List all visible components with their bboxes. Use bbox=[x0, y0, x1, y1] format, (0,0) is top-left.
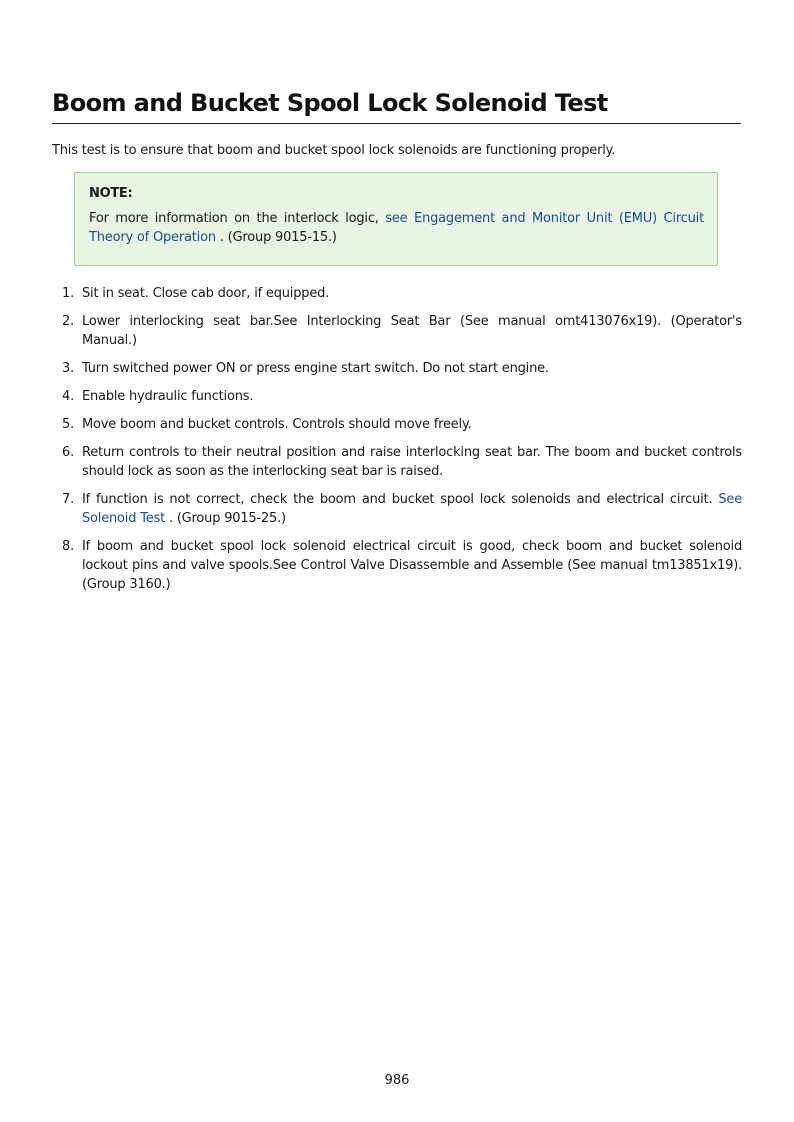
note-box bbox=[74, 172, 718, 266]
step-6 bbox=[52, 443, 742, 481]
note-text-before: For more information on the interlock logic, bbox=[89, 211, 386, 226]
step-2 bbox=[52, 312, 742, 350]
step-text: Lower interlocking seat bar.See Interlocking Seat Bar (See manual omt413076x19). (Operator's Manual.) bbox=[82, 314, 742, 348]
note-heading: NOTE: bbox=[89, 186, 133, 201]
solenoid-test-link[interactable]: See Solenoid Test bbox=[82, 492, 742, 526]
step-number: 6. bbox=[62, 445, 75, 460]
step-text-before: If function is not correct, check the boom and bucket spool lock solenoids and electrical circuit. bbox=[82, 492, 719, 507]
page-title: Boom and Bucket Spool Lock Solenoid Test bbox=[52, 89, 608, 117]
step-1 bbox=[52, 284, 742, 303]
step-number: 4. bbox=[62, 389, 75, 404]
step-text-after: . (Group 9015-25.) bbox=[165, 511, 286, 526]
step-number: 8. bbox=[62, 539, 75, 554]
emu-circuit-theory-link[interactable]: see Engagement and Monitor Unit (EMU) Circuit Theory of Operation bbox=[89, 211, 704, 245]
step-7 bbox=[52, 490, 742, 528]
test-steps-list bbox=[52, 284, 742, 603]
step-text bbox=[82, 492, 742, 526]
step-text: Move boom and bucket controls. Controls should move freely. bbox=[82, 417, 472, 432]
step-5 bbox=[52, 415, 742, 434]
step-number: 3. bbox=[62, 361, 75, 376]
step-number: 1. bbox=[62, 286, 75, 301]
step-text: Sit in seat. Close cab door, if equipped. bbox=[82, 286, 330, 301]
note-text bbox=[89, 209, 704, 247]
step-text: Return controls to their neutral position and raise interlocking seat bar. The boom and bucket controls should lock as soon as the interlocking seat bar is raised. bbox=[82, 445, 742, 479]
title-divider bbox=[52, 123, 741, 124]
step-text: Enable hydraulic functions. bbox=[82, 389, 254, 404]
step-4 bbox=[52, 387, 742, 406]
step-text: Turn switched power ON or press engine start switch. Do not start engine. bbox=[82, 361, 549, 376]
step-number: 5. bbox=[62, 417, 75, 432]
step-8 bbox=[52, 537, 742, 594]
step-number: 7. bbox=[62, 492, 75, 507]
step-number: 2. bbox=[62, 314, 75, 329]
step-3 bbox=[52, 359, 742, 378]
page-number: 986 bbox=[384, 1073, 410, 1088]
intro-paragraph: This test is to ensure that boom and bucket spool lock solenoids are functioning properly. bbox=[52, 143, 616, 158]
step-text: If boom and bucket spool lock solenoid electrical circuit is good, check boom and bucket solenoid lockout pins and valve spools.See Control Valve Disassemble and Assemble (See manual tm13851x19). (Group 3160.) bbox=[82, 539, 742, 592]
note-text-after: . (Group 9015-15.) bbox=[215, 230, 337, 245]
